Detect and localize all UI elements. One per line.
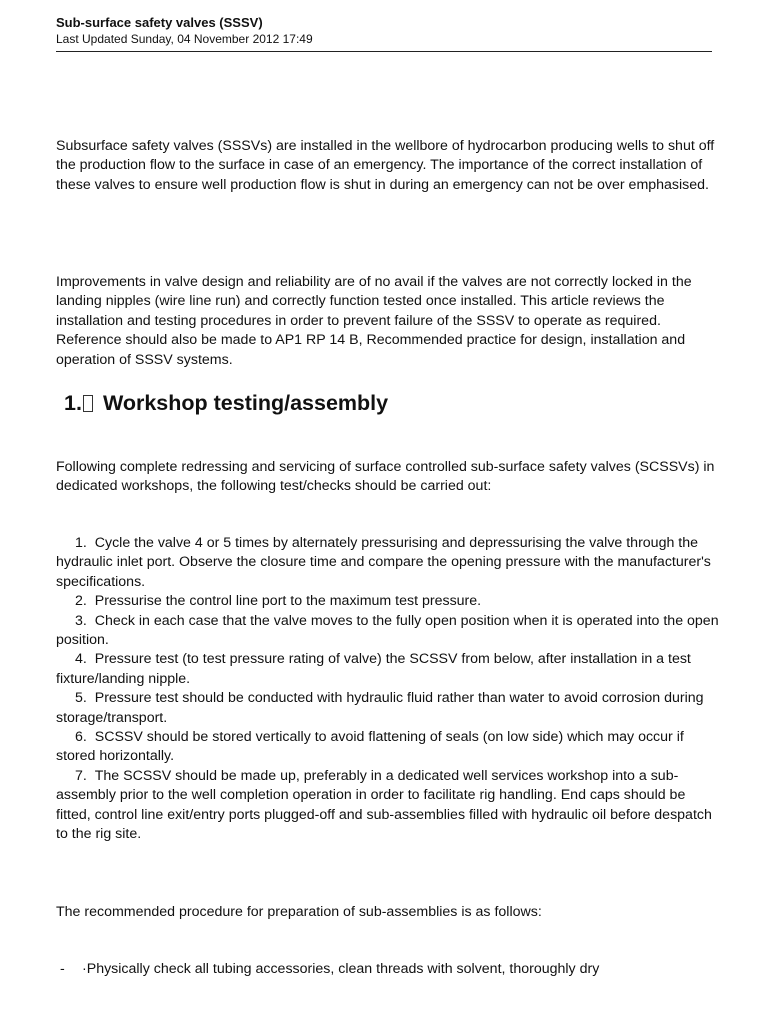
step-number: 2. [75, 593, 87, 610]
step-number: 6. [75, 729, 87, 746]
section-number: 1. [64, 391, 82, 415]
bullet-dash: - [60, 961, 65, 977]
intro-paragraph-2: Improvements in valve design and reliability are of no avail if the valves are not correctly locked in the landing nipples (wire line run) and correctly function tested once installed. This article reviews the installation and testing procedures in order to prevent failure of the SSSV to operate as required. Reference should also be made to AP1 RP 14 B, Recommended practice for design, installation and operation of SSSV systems. [56, 274, 692, 368]
last-updated-text: Last Updated Sunday, 04 November 2012 17:49 [56, 32, 313, 46]
procedure-intro: The recommended procedure for preparation of sub-assemblies is as follows: [56, 904, 542, 920]
step-text: Check in each case that the valve moves to the fully open position when it is operated into the open position. [56, 612, 719, 649]
list-item [56, 767, 720, 845]
test-steps-list [56, 534, 720, 845]
procedure-bullet [56, 960, 720, 979]
step-text: Cycle the valve 4 or 5 times by alternately pressurising and depressurising the valve through the hydraulic inlet port. Observe the closure time and compare the opening pressure with the manufacturer's specifications. [56, 535, 711, 590]
step-number: 3. [75, 612, 87, 629]
step-text: Pressure test (to test pressure rating of valve) the SCSSV from below, after installation in a test fixture/landing nipple. [56, 651, 691, 687]
list-item [56, 650, 720, 689]
step-text: Pressure test should be conducted with hydraulic fluid rather than water to avoid corrosion during storage/transport. [56, 690, 704, 726]
step-text: The SCSSV should be made up, preferably in a dedicated well services workshop into a sub-assembly prior to the well completion operation in order to facilitate rig handling. End caps should be fitted, control line exit/entry ports plugged-off and sub-assemblies filled with hydraulic oil before despatch to the rig site. [56, 767, 712, 843]
bullet-text: ·Physically check all tubing accessories, clean threads with solvent, thoroughly dry [82, 961, 600, 977]
step-number: 1. [75, 535, 87, 551]
document-title: Sub-surface safety valves (SSSV) [56, 15, 263, 30]
missing-glyph-box [83, 395, 93, 412]
step-number: 7. [75, 767, 87, 784]
header-divider [56, 51, 712, 52]
list-item [56, 689, 720, 728]
intro-paragraph-1: Subsurface safety valves (SSSVs) are installed in the wellbore of hydrocarbon producing wells to shut off the production flow to the surface in case of an emergency. The importance of the correct installation of these valves to ensure well production flow is shut in during an emergency can not be over emphasised. [56, 138, 715, 193]
step-text: SCSSV should be stored vertically to avoid flattening of seals (on low side) which may occur if stored horizontally. [56, 729, 684, 765]
section-heading [64, 389, 388, 417]
section-lead-in: Following complete redressing and servicing of surface controlled sub-surface safety valves (SCSSVs) in dedicated workshops, the following test/checks should be carried out: [56, 459, 715, 495]
step-number: 5. [75, 690, 87, 707]
list-item [56, 534, 720, 592]
list-item [56, 728, 720, 767]
list-item [56, 612, 720, 651]
list-item [56, 592, 720, 611]
step-number: 4. [75, 651, 87, 668]
step-text: Pressurise the control line port to the maximum test pressure. [94, 593, 482, 610]
document-header [56, 15, 712, 47]
section-title: Workshop testing/assembly [102, 391, 389, 415]
